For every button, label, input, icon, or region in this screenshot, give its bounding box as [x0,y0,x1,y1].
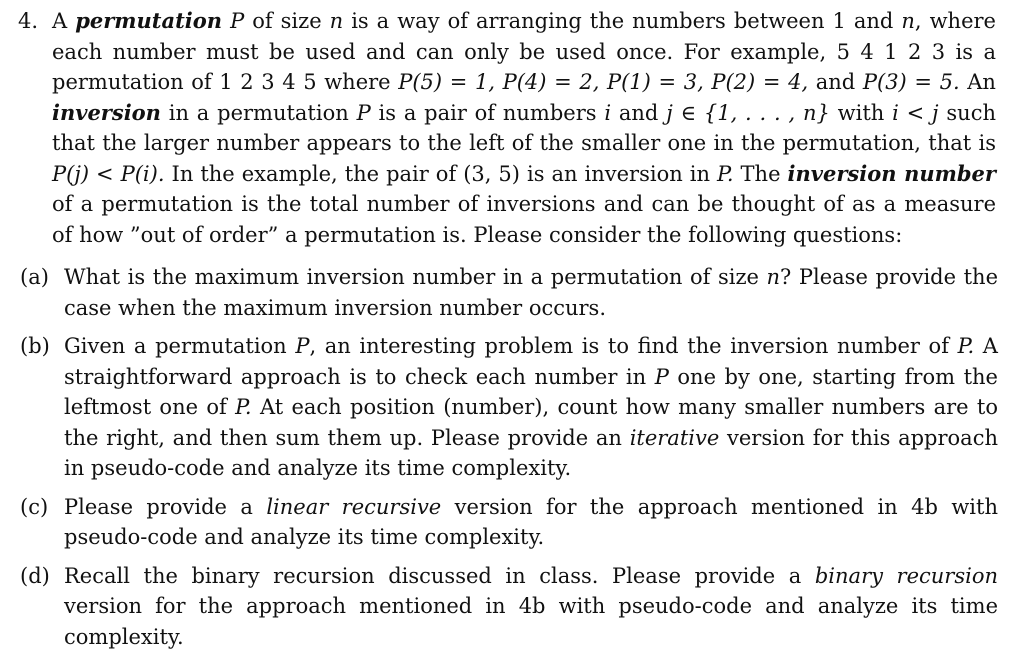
math-P: P [654,364,669,389]
math-P: P [356,100,371,125]
emphasis-iterative: iterative [629,425,720,450]
term-inversion-number: inversion number [787,160,996,186]
problem-4 [18,6,998,660]
problem-intro [52,6,996,250]
subpart-d-text-end: version for the approach mentioned in 4b with pseudo-code and analyze its time complexity. [64,594,998,649]
emphasis-linear-recursive: linear recursive [266,494,442,519]
subpart-text [64,492,998,553]
intro-text: is a way of arranging the numbers between 1 and [351,9,894,33]
subpart-d [20,561,998,653]
math-example-mapping-last: P(3) = 5. [862,70,960,94]
subpart-a [20,262,998,323]
subpart-c-text: Please provide a [64,494,253,519]
subpart-b [20,331,998,484]
math-P: P [295,334,310,358]
intro-text: with [837,100,885,125]
math-n: n [901,9,915,33]
subpart-text [64,561,998,653]
subpart-label: (a) [20,265,49,289]
intro-text: An [967,70,996,94]
subpart-c [20,492,998,553]
subpart-c-text-end: version for the approach mentioned in 4b with pseudo-code and analyze its time complexity. [64,494,998,549]
intro-paragraph [52,6,996,250]
subpart-label: (d) [20,563,50,588]
subpart-text [64,331,998,484]
intro-text: In the example, the pair of (3, 5) is an inversion in [171,161,710,186]
math-P: P. [235,395,252,419]
math-example-mapping: P(5) = 1, P(4) = 2, P(1) = 3, P(2) = 4, [398,70,809,94]
term-permutation: permutation [75,8,223,33]
subpart-b-text: , an interesting problem is to find the inversion number of [309,334,949,358]
intro-text: and [815,70,856,94]
math-n: n [766,265,781,289]
subpart-b-text-end: version for this approach in pseudo-code and analyze its time complexity. [64,425,998,480]
math-P: P. [716,161,734,186]
emphasis-binary-recursion: binary recursion [814,563,998,588]
intro-text: and [618,100,659,125]
math-i-less-j: i < j [892,100,939,125]
math-P: P. [957,334,975,358]
subpart-label: (b) [20,334,50,358]
math-i: i [604,100,612,125]
intro-text: is a pair of numbers [378,100,597,125]
math-P: P [230,9,245,33]
subpart-d-text: Recall the binary recursion discussed in class. Please provide a [64,563,802,588]
subpart-b-text: A straightforward approach is to check each number in [64,334,998,389]
intro-text: of a permutation is the total number of inversions and can be thought of as a measure of how ”out of order” a permutation is. Please consider the following questions: [52,192,996,247]
subpart-label: (c) [20,494,49,519]
subpart-a-text: What is the maximum inversion number in a permutation of size [64,265,759,289]
intro-text: such that the larger number appears to the left of the smaller one in the permutation, that is [52,100,996,155]
intro-text: The [740,161,781,186]
intro-text: of size [252,9,322,33]
subparts-list [18,262,998,652]
intro-text: , where each number must be used and can only be used once. For example, 5 4 1 2 3 is a permutation of 1 2 3 4 5 where [52,9,996,94]
subpart-b-text: one by one, starting from the leftmost one of [64,364,998,419]
term-inversion: inversion [52,99,161,125]
subpart-a-text-end: ? Please provide the case when the maximum inversion number occurs. [64,265,998,320]
math-j-set: j ∈ {1, . . . , n} [666,100,830,125]
subpart-b-text: Given a permutation [64,334,287,358]
subpart-b-text: At each position (number), count how many smaller numbers are to the right, and then sum them up. Please provide an [64,395,998,450]
math-inversion-condition: P(j) < P(i). [52,161,165,186]
problem-number: 4. [18,9,39,33]
intro-text: A [52,9,68,33]
math-n: n [329,9,344,33]
subpart-text [64,262,998,323]
intro-text: in a permutation [168,100,349,125]
